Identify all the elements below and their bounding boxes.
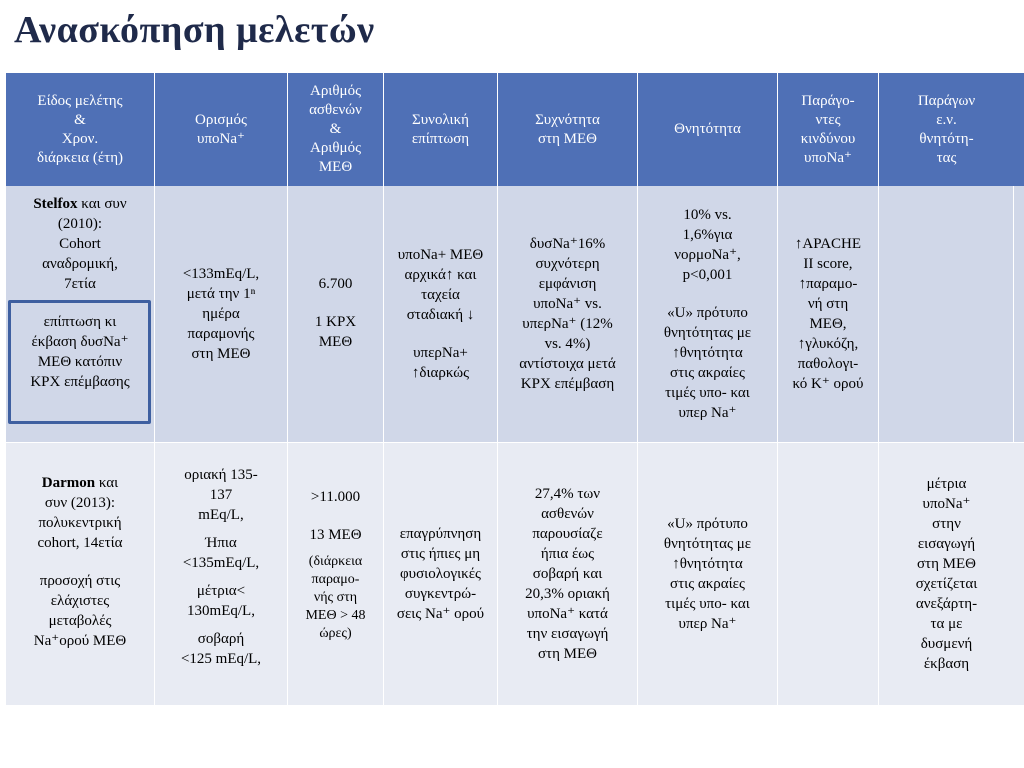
text-line: ημέρα [202,306,240,322]
text-line: ΜΕΘ κατόπιν [37,354,123,370]
text-line: επαγρύπνηση [399,526,482,542]
text-line: Αριθμός [309,140,362,156]
table-row [6,186,1024,442]
patients-count: 6.700 [318,276,353,292]
text-line: παραμο- [311,572,360,587]
text-line: μέτρια< [196,583,246,599]
text-line: ασθενών [309,102,362,118]
text-line: Συχνότητα [535,111,600,128]
header-risk-factors [778,73,879,186]
text-line: θνητότητας με [663,536,752,552]
text-line: αναδρομική, [42,256,118,272]
study-author-rest: και [95,475,119,491]
text-line: ΜΕΘ [318,159,353,175]
text-line: κό K⁺ ορού [792,376,864,392]
text-line: p<0,001 [682,267,733,283]
text-line: ώρες) [319,626,352,641]
text-line: υποNa⁺ vs. [533,296,602,312]
text-line: Συνολική [412,111,469,128]
text-line: 7ετία [64,276,96,292]
text-line: τας [936,149,957,166]
text-line: ΜΕΘ, [809,316,847,332]
text-line: II score, [803,256,853,272]
text-line: 130mEq/L, [187,603,255,619]
text-line: <133mEq/L, [182,266,260,282]
text-line: Είδος μελέτης [37,92,123,109]
header-patients [288,73,384,186]
text-line: 10% vs. [683,207,732,223]
text-line: mEq/L, [198,507,244,523]
text-line: ανεξάρτη- [915,596,978,612]
text-line: εμφάνιση [538,276,597,292]
highlight-box [8,300,151,424]
text-line: συγκεντρώ- [404,586,477,602]
text-line: επίπτωση κι [43,314,117,330]
text-line: Αριθμός [309,83,362,99]
text-line: ΚΡΧ επέμβαση [520,376,615,392]
text-line: σοβαρή [197,631,245,647]
cell-definition [155,443,288,705]
text-line: cohort, 14ετία [37,535,123,551]
table-header [6,73,1024,186]
cell-risk-factors [778,186,879,442]
text-line: νής στη [313,590,358,605]
text-line: 1,6%για [682,227,733,243]
text-line: υπερ Na⁺ [678,616,737,632]
text-line: στη ΜΕΘ [537,646,598,662]
text-line: ↑θνητότητα [672,345,743,361]
text-line: «U» πρότυπο [667,516,748,532]
icu-count: 13 ΜΕΘ [309,527,362,543]
text-line: ↑παραμο- [798,276,858,292]
text-line: ΜΕΘ > 48 [305,608,366,623]
text-line: συν (2013): [44,495,116,511]
header-icu-frequency [498,73,638,186]
text-line: Cohort [59,236,101,252]
text-line: κινδύνου [800,130,856,147]
text-line: στη ΜΕΘ [537,130,598,147]
text-line: δυσμενή [920,636,973,652]
header-incidence [384,73,498,186]
text-line: ↑θνητότητα [672,556,743,572]
cell-study [6,443,155,705]
text-line: ΚΡΧ επέμβασης [30,374,130,390]
text-line: (διάρκεια [308,554,363,569]
text-line: ↑APACHE [794,236,862,252]
text-line: συχνότερη [535,256,600,272]
header-study-type [6,73,155,186]
text-line: στις ήπιες μη [400,546,481,562]
text-line: Θνητότητα [674,121,741,137]
text-line: σοβαρή και [532,566,603,582]
text-line: τιμές υπο- και [665,596,750,612]
text-line: 1 ΚΡΧ [314,314,357,330]
text-line: παθολογι- [797,356,859,372]
text-line: στη ΜΕΘ [191,346,251,362]
text-line: <125 mEq/L, [180,651,262,667]
text-line: εισαγωγή [917,536,976,552]
text-line: υπερNa+ [413,345,468,361]
text-line: παρουσίαζε [532,526,603,542]
slide-title: Ανασκόπηση μελετών [14,9,375,51]
text-line: ασθενών [541,506,594,522]
text-line: μεταβολές [48,613,112,629]
text-line: <135mEq/L, [182,555,260,571]
text-line: 27,4% των [534,486,601,502]
text-line: έκβαση [923,656,970,672]
text-line: δυσNa⁺16% [529,236,606,252]
text-line: σχετίζεται [915,576,978,592]
cell-independent-factor [879,186,1014,442]
text-line: στην [932,516,961,532]
text-line: Ήπια [205,535,237,551]
text-line: αντίστοιχα μετά [519,356,616,372]
text-line: υποNa⁺ κατά [527,606,608,622]
text-line: τιμές υπο- και [665,385,750,401]
table-row [6,443,1024,705]
cell-definition [155,186,288,442]
study-author: Stelfox [33,196,78,212]
cell-mortality [638,186,778,442]
text-line: σεις Na⁺ ορού [396,606,485,622]
text-line: πολυκεντρική [38,515,122,531]
text-line: μέτρια [926,476,967,492]
text-line: υποNa⁺ [804,149,852,166]
cell-patients [288,443,384,705]
text-line: σταδιακή ↓ [406,307,475,323]
cell-independent-factor [879,443,1014,705]
text-line: στις ακραίες [670,576,745,592]
header-independent-factor [879,73,1014,186]
text-line: ταχεία [421,287,460,303]
text-line: ελάχιστες [50,593,110,609]
text-line: υποNa⁺ [197,130,245,147]
text-line: έκβαση δυσNa⁺ [31,334,129,350]
text-line: υποNa⁺ [922,496,971,512]
text-line: οριακή 135- [184,467,258,483]
text-line: & [74,111,86,128]
text-line: Παράγων [917,92,976,109]
cell-icu-frequency [498,186,638,442]
text-line: την εισαγωγή [526,626,609,642]
header-definition [155,73,288,186]
text-line: 20,3% οριακή [525,586,610,602]
text-line: αρχικά↑ και [404,267,477,283]
text-line: (2010): [57,216,103,232]
text-line: & [329,121,342,137]
text-line: ΜΕΘ [318,334,353,350]
text-line: φυσιολογικές [400,566,481,582]
text-line: στις ακραίες [670,365,745,381]
text-line: θνητότητας με [663,325,752,341]
patients-count: >11.000 [310,489,361,505]
text-line: νή στη [807,296,849,312]
cell-incidence [384,186,498,442]
text-line: θνητότη- [919,130,974,147]
cell-patients [288,186,384,442]
text-line: vs. 4%) [544,336,591,352]
text-line: νορμοNa⁺, [674,247,741,263]
cell-mortality [638,443,778,705]
header-mortality [638,73,778,186]
text-line: υπερ Na⁺ [678,405,737,421]
text-line: 137 [209,487,233,503]
text-line: διάρκεια (έτη) [36,149,124,166]
cell-icu-frequency [498,443,638,705]
text-line: Χρον. [61,130,99,147]
text-line: υπερNa⁺ (12% [522,316,613,332]
text-line: ντες [815,111,841,128]
text-line: ήπια έως [540,546,595,562]
study-author: Darmon [41,475,96,491]
text-line: «U» πρότυπο [667,305,748,321]
cell-risk-factors [778,443,879,705]
text-line: παραμονής [187,326,255,342]
text-line: ε.ν. [936,111,957,128]
text-line: προσοχή στις [39,573,121,589]
text-line: υποNa+ ΜΕΘ [397,247,484,263]
text-line: Na⁺ορού ΜΕΘ [33,633,127,649]
text-line: τα με [930,616,963,632]
text-line: επίπτωση [411,130,470,147]
cell-incidence [384,443,498,705]
text-line: Ορισμός [195,111,247,128]
studies-table [6,73,1024,705]
text-line: μετά την 1ⁿ [186,286,256,302]
text-line: στη ΜΕΘ [916,556,977,572]
text-line: ↑γλυκόζη, [797,336,859,352]
study-author-rest: και συν [77,196,127,212]
text-line: ↑διαρκώς [411,365,470,381]
text-line: Παράγο- [801,92,855,109]
